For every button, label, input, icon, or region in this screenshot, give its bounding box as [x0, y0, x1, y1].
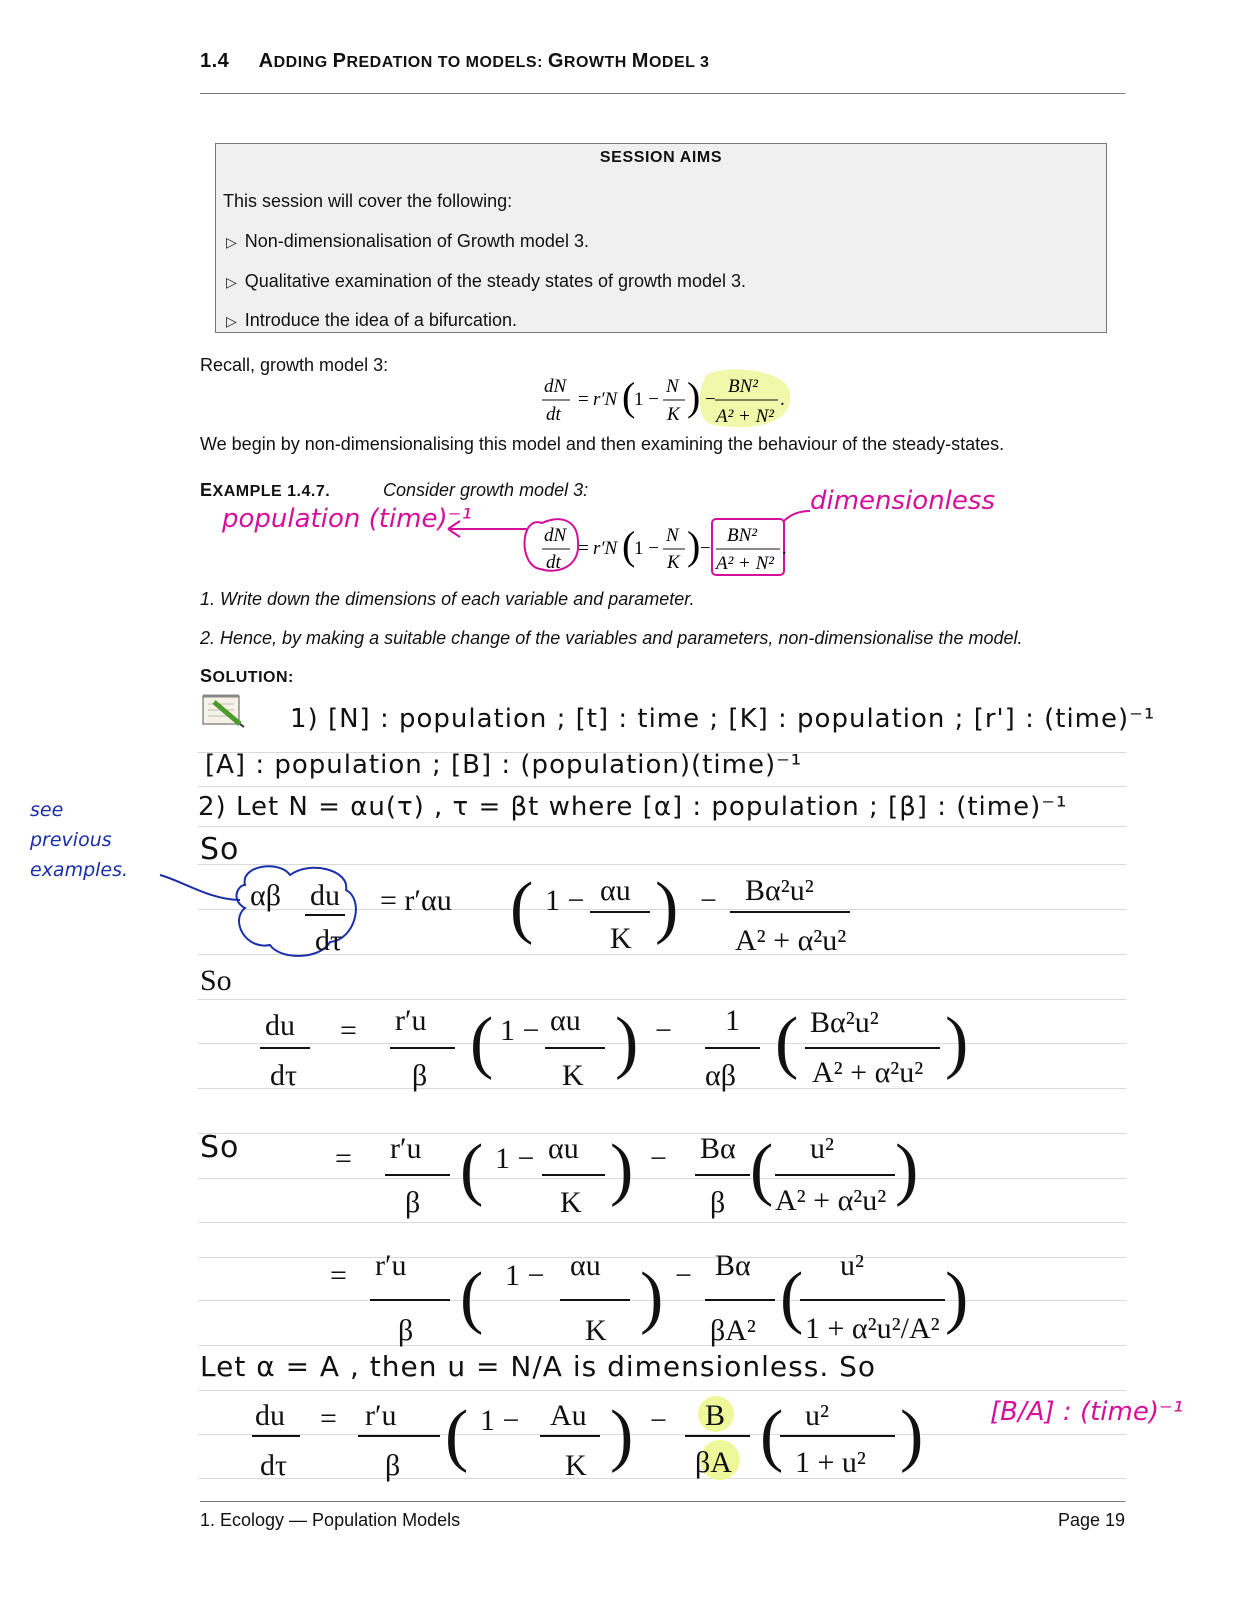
svg-text:K: K	[667, 404, 680, 425]
example-equation	[430, 505, 830, 585]
section-title-part-1: ADDING	[258, 50, 333, 72]
svg-text:(: (	[622, 374, 636, 419]
svg-text:αu: αu	[570, 1249, 601, 1282]
notepad-icon	[200, 690, 248, 728]
final-equation	[240, 1390, 960, 1490]
svg-text:−: −	[700, 884, 717, 917]
svg-text:βA²: βA²	[710, 1314, 756, 1347]
svg-text:): )	[610, 1397, 634, 1474]
svg-text:αu: αu	[600, 874, 631, 907]
svg-text:A² + α²u²: A² + α²u²	[735, 924, 847, 957]
footer-chapter: 1. Ecology — Population Models	[200, 1510, 461, 1530]
svg-text:(: (	[775, 1004, 799, 1081]
svg-text:1: 1	[725, 1004, 740, 1037]
svg-text:1 −: 1 −	[480, 1404, 520, 1437]
svg-text:Bα²u²: Bα²u²	[745, 874, 814, 907]
svg-text:u²: u²	[805, 1399, 829, 1432]
svg-text:(: (	[760, 1397, 784, 1474]
svg-text:.: .	[782, 538, 787, 559]
svg-text:−: −	[705, 389, 716, 410]
svg-text:r′u: r′u	[395, 1004, 427, 1037]
svg-text:dN: dN	[544, 525, 567, 546]
section-number: 1.4	[200, 50, 230, 72]
svg-text:=: =	[335, 1142, 352, 1175]
svg-text:Bα²u²: Bα²u²	[810, 1006, 879, 1039]
aims-item: ▷ Qualitative examination of the steady states of growth model 3.	[226, 271, 747, 291]
svg-text:): )	[615, 1004, 639, 1081]
svg-text:1 −: 1 −	[505, 1259, 545, 1292]
blue-pointer-line	[160, 875, 240, 900]
svg-text:A² + α²u²: A² + α²u²	[775, 1184, 887, 1217]
svg-text:K: K	[565, 1449, 587, 1482]
svg-text:K: K	[560, 1186, 582, 1219]
footer-rule	[200, 1501, 1125, 1502]
svg-text:−: −	[650, 1404, 667, 1437]
session-aims-box	[215, 143, 1107, 333]
annotation-population-time: population (time)⁻¹	[222, 504, 472, 534]
example-label: EXAMPLE 1.4.7.	[200, 480, 331, 500]
aims-item: ▷ Introduce the idea of a bifurcation.	[226, 310, 517, 330]
pointer-line	[784, 511, 810, 521]
svg-text:= r′αu: = r′αu	[380, 884, 452, 917]
svg-text:1 −: 1 −	[500, 1014, 540, 1047]
svg-text:K: K	[610, 922, 632, 955]
handwritten-let: Let α = A , then u = N/A is dimensionless. So	[200, 1350, 877, 1383]
begin-text: We begin by non-dimensionalising this model and then examining the behaviour of the steady-states.	[200, 434, 1005, 454]
svg-text:−: −	[650, 1142, 667, 1175]
svg-text:dτ: dτ	[270, 1059, 298, 1092]
svg-text:N: N	[666, 376, 679, 397]
svg-text:1 −: 1 −	[634, 538, 659, 559]
svg-text:): )	[945, 1259, 969, 1336]
handwritten-line-3: 2) Let N = αu(τ) , τ = βt where [α] : population ; [β] : (time)⁻¹	[198, 792, 1068, 822]
handwritten-so-1: So	[200, 832, 240, 867]
svg-text:1 −: 1 −	[634, 389, 659, 410]
svg-text:1 + α²u²/A²: 1 + α²u²/A²	[805, 1312, 940, 1345]
ruled-line	[198, 826, 1126, 827]
example-description: Consider growth model 3:	[383, 480, 589, 500]
annotation-b-over-a: [B/A] : (time)⁻¹	[990, 1397, 1184, 1427]
svg-text:): )	[687, 374, 701, 419]
ruled-line	[198, 786, 1126, 787]
svg-text:−: −	[700, 538, 711, 559]
svg-text:−: −	[675, 1259, 692, 1292]
svg-text:): )	[640, 1259, 664, 1336]
svg-text:=: =	[578, 538, 589, 559]
svg-text:K: K	[585, 1314, 607, 1347]
svg-text:(: (	[780, 1259, 804, 1336]
svg-text:Au: Au	[550, 1399, 587, 1432]
svg-text:β: β	[412, 1059, 428, 1092]
svg-text:αβ: αβ	[705, 1059, 736, 1092]
svg-text:u²: u²	[840, 1249, 864, 1282]
section-title-part-2: PREDATION TO MODELS:	[332, 50, 548, 72]
aims-title: SESSION AIMS	[599, 149, 723, 166]
svg-text:1 −: 1 −	[545, 884, 585, 917]
annotation-dimensionless: dimensionless	[810, 486, 995, 516]
svg-text:A² + N²: A² + N²	[716, 406, 774, 427]
bullet-triangle-icon: ▷	[226, 274, 237, 290]
svg-text:dt: dt	[546, 552, 561, 573]
svg-text:(: (	[460, 1259, 484, 1336]
svg-text:N: N	[666, 525, 679, 546]
recall-text: Recall, growth model 3:	[200, 355, 389, 375]
svg-text:dτ: dτ	[260, 1449, 288, 1482]
svg-text:=: =	[320, 1402, 337, 1435]
growth-model-equation	[530, 366, 800, 432]
svg-text:u²: u²	[810, 1132, 834, 1165]
svg-text:(: (	[622, 523, 636, 568]
bullet-triangle-icon: ▷	[226, 313, 237, 329]
section-title-part-3: GROWTH	[547, 50, 632, 72]
svg-text:1 −: 1 −	[495, 1142, 535, 1175]
svg-text:So: So	[200, 964, 232, 997]
svg-text:=: =	[330, 1259, 347, 1292]
svg-text:dN: dN	[544, 376, 567, 397]
svg-text:A² + α²u²: A² + α²u²	[812, 1056, 924, 1089]
handwritten-so-2: So	[200, 1130, 240, 1165]
svg-text:Bα: Bα	[715, 1249, 751, 1282]
bullet-triangle-icon: ▷	[226, 234, 237, 250]
handwritten-line-1: 1) [N] : population ; [t] : time ; [K] : population ; [r'] : (time)⁻¹	[290, 704, 1156, 734]
svg-text:K: K	[667, 552, 680, 573]
page-number: Page 19	[1057, 1510, 1125, 1530]
svg-text:A² + N²: A² + N²	[716, 553, 774, 574]
svg-text:): )	[895, 1131, 919, 1208]
svg-text:β: β	[398, 1314, 414, 1347]
svg-text:B: B	[705, 1399, 726, 1432]
svg-text:β: β	[385, 1449, 401, 1482]
svg-text:(: (	[510, 869, 534, 946]
svg-text:(: (	[460, 1131, 484, 1208]
svg-text:=: =	[578, 389, 589, 410]
svg-text:1 + u²: 1 + u²	[795, 1446, 866, 1479]
svg-text:BN²: BN²	[728, 376, 758, 397]
svg-text:(: (	[470, 1004, 494, 1081]
example-item-1: 1. Write down the dimensions of each variable and parameter.	[200, 589, 695, 609]
svg-text:αβ: αβ	[250, 879, 281, 912]
svg-text:du: du	[265, 1009, 295, 1042]
svg-text:dτ: dτ	[315, 924, 343, 957]
example-item-2: 2. Hence, by making a suitable change of the variables and parameters, non-dimensionalise the model.	[200, 628, 1023, 648]
svg-text:): )	[945, 1004, 969, 1081]
svg-text:=: =	[340, 1014, 357, 1047]
svg-text:βA: βA	[695, 1446, 732, 1479]
svg-text:r′u: r′u	[365, 1399, 397, 1432]
svg-text:β: β	[710, 1186, 726, 1219]
aims-item: ▷ Non-dimensionalisation of Growth model 3.	[226, 231, 589, 251]
svg-text:r′u: r′u	[375, 1249, 407, 1282]
svg-text:r′N: r′N	[593, 538, 618, 559]
svg-text:β: β	[405, 1186, 421, 1219]
section-title	[200, 50, 709, 73]
svg-text:αu: αu	[550, 1004, 581, 1037]
svg-text:dt: dt	[546, 404, 561, 425]
svg-text:.: .	[780, 389, 785, 410]
svg-text:): )	[655, 869, 679, 946]
svg-text:): )	[610, 1131, 634, 1208]
svg-text:r′u: r′u	[390, 1132, 422, 1165]
handwritten-line-2: [A] : population ; [B] : (population)(time)⁻¹	[205, 750, 803, 780]
svg-text:r′N: r′N	[593, 389, 618, 410]
annotation-see-previous: see previous examples.	[30, 799, 129, 881]
aims-intro: This session will cover the following:	[223, 191, 513, 211]
svg-text:Bα: Bα	[700, 1132, 736, 1165]
svg-text:−: −	[655, 1014, 672, 1047]
svg-text:du: du	[255, 1399, 285, 1432]
solution-label: SOLUTION:	[200, 666, 294, 686]
svg-text:BN²: BN²	[727, 525, 757, 546]
svg-text:(: (	[750, 1131, 774, 1208]
svg-text:du: du	[310, 879, 340, 912]
header-rule	[200, 93, 1125, 94]
svg-text:K: K	[562, 1059, 584, 1092]
section-title-part-4: MODEL 3	[631, 50, 710, 72]
svg-text:αu: αu	[548, 1132, 579, 1165]
svg-text:): )	[687, 523, 701, 568]
svg-text:): )	[900, 1397, 924, 1474]
svg-text:(: (	[445, 1397, 469, 1474]
